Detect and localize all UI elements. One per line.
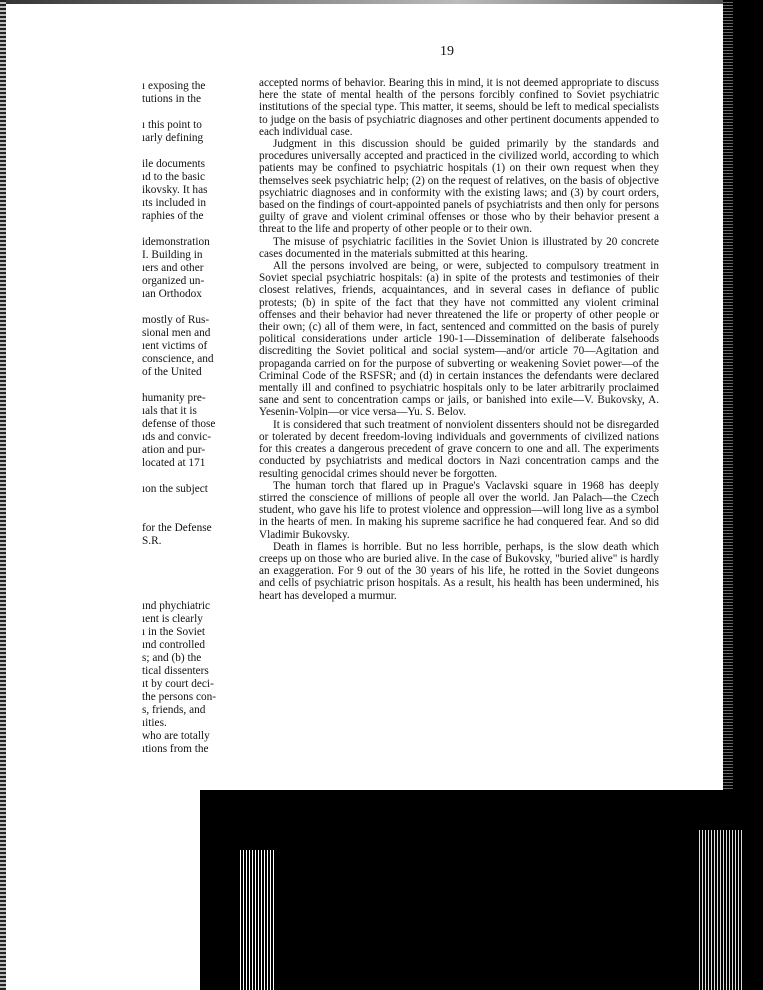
left-fragment-line: conscience, and (142, 353, 214, 365)
left-fragment-line (142, 561, 220, 574)
main-text-column (259, 77, 659, 602)
body-paragraph: Death in flames is horrible. But no less horrible, perhaps, is the slow death which creeps up on those who are buried alive. In the case of Bukovsky, "buried alive" is hardly an exaggeration. For 9 out of the 30 years of his life, he rotted in the Soviet dungeons and cells of psychiatric prison hospitals. As a result, his health has been undermined, his heart has developed a murmur. (259, 540, 659, 602)
left-fragment-line: ıent victims of (142, 340, 208, 352)
left-fragment-line: defense of those (142, 418, 216, 430)
left-fragment-line: ıals that it is (142, 405, 197, 417)
left-fragment-line: tical dissenters (142, 665, 209, 677)
left-fragment-line: who are totally (142, 730, 210, 742)
left-fragment-line: ile documents (142, 158, 206, 170)
left-fragment-line: ikovsky. It has (142, 184, 208, 196)
left-fragment-line: the persons con- (142, 691, 217, 703)
left-fragment-line: ıt by court deci- (142, 678, 214, 690)
scan-edge-top (0, 0, 763, 4)
left-fragment-line: ı this point to (142, 119, 202, 131)
left-fragment-line (142, 509, 220, 522)
body-paragraph: The human torch that flared up in Prague's Vaclavski square in 1968 has deeply stirred the conscience of millions of people all over the world. Jan Palach—the Czech student, who gave his life to protest violence and oppression—will long live as a symbol in the hearts of men. In making his supreme sacrifice he had conquered fear. And so did Vladimir Bukovsky. (259, 479, 659, 541)
body-paragraph: Judgment in this discussion should be guided primarily by the standards and procedures universally accepted and practiced in the civilized world, according to which patients may be confined to psychiatric hospitals (1) on their own request when they themselves seek psychiatric help; (2) on the request of relatives, on the basis of objective psychiatric diagnoses and in conformity with the existing laws; and (3) by court orders, based on the findings of court-appointed panels of psychiatrists and then only for persons guilty of grave and violent criminal offenses or those who by their behavior present a threat to the life and property of other people or to their own. (259, 138, 659, 236)
left-fragment-line: S.R. (142, 535, 162, 547)
left-fragment-line: ıan Orthodox (142, 288, 202, 300)
left-fragment-line (142, 145, 220, 158)
left-fragment-line (142, 301, 220, 314)
left-fragment-line (142, 496, 220, 509)
left-fragment-line: ınd phychiatric (142, 600, 211, 612)
left-fragment-line: ıds and convic- (142, 431, 212, 443)
left-fragment-line: ıd to the basic (142, 171, 206, 183)
left-fragment-line: ıts included in (142, 197, 207, 209)
left-fragment-line: ıities. (142, 717, 167, 729)
left-fragment-line: I. Building in (142, 249, 203, 261)
left-fragment-line: ıarly defining (142, 132, 204, 144)
left-fragment-line: s; and (b) the (142, 652, 202, 664)
left-fragment-line: sional men and (142, 327, 211, 339)
left-fragment-line: ıon the subject (142, 483, 208, 495)
left-fragment-line (142, 574, 220, 587)
body-paragraph: accepted norms of behavior. Bearing this in mind, it is not deemed appropriate to discuss here the state of mental health of the persons forcibly confined to Soviet psychiatric institutions of the special type. This matter, it seems, should be left to medical specialists to judge on the basis of psychiatric diagnoses and other pertinent documents appended to each individual case. (259, 77, 659, 138)
previous-page-fragment-column (142, 80, 220, 756)
left-fragment-line (142, 587, 220, 600)
left-fragment-line: ı exposing the (142, 80, 206, 92)
scan-edge-left (0, 0, 6, 990)
left-fragment-line: s, friends, and (142, 704, 206, 716)
left-fragment-line: for the Defense (142, 522, 212, 534)
left-fragment-line: humanity pre- (142, 392, 206, 404)
body-paragraph: The misuse of psychiatric facilities in the Soviet Union is illustrated by 20 concrete cases documented in the materials submitted at this hearing. (259, 235, 659, 260)
scan-stripes-right (699, 830, 743, 990)
left-fragment-line: raphies of the (142, 210, 204, 222)
left-fragment-line: mostly of Rus- (142, 314, 210, 326)
left-fragment-line: organized un- (142, 275, 205, 287)
left-fragment-line: ıers and other (142, 262, 204, 274)
left-fragment-line (142, 379, 220, 392)
left-fragment-line: tutions in the (142, 93, 201, 105)
left-fragment-line (142, 548, 220, 561)
scan-shadow-bottom (200, 790, 763, 990)
left-fragment-line: located at 171 (142, 457, 206, 469)
page-number: 19 (440, 44, 454, 59)
left-fragment-line: ıent is clearly (142, 613, 203, 625)
left-fragment-line: ınd controlled (142, 639, 206, 651)
left-fragment-line: ıtions from the (142, 743, 209, 755)
body-paragraph: All the persons involved are being, or were, subjected to compulsory treatment in Soviet special psychiatric hospitals: (a) in spite of the protests and testimonies of their closest relatives, friends, acquaintances, and in several cases in defiance of public protests; (b) in spite of the fact that they have not committed any violent criminal offenses and their behavior had never threatened the life or property of other people or their own; (c) all of them were, in fact, sentenced and committed on the basis of purely political considerations under article 190-1—Dissemination of deliberate falsehoods discrediting the Soviet political and social system—and/or article 70—Agitation and propaganda carried on for the purpose of subverting or weakening Soviet power—of the Criminal Code of the RSFSR; and (d) in certain instances the defendants were declared mentally ill and confined to psychiatric hospitals only to be later arbitrarily proclaimed sane and sent to concentration camps or jails, or banished into exile—V. Bukovsky, A. Yesenin-Volpin—or vice versa—Yu. S. Belov. (259, 260, 659, 419)
left-fragment-line (142, 106, 220, 119)
body-paragraph: It is considered that such treatment of nonviolent dissenters should not be disregarded or tolerated by decent freedom-loving individuals and governments of civilized nations for this creates a dangerous precedent of grave concern to one and all. The experiments conducted by psychiatrists and medical doctors in Nazi concentration camps and the resulting genocidal crimes should never be forgotten. (259, 418, 659, 480)
left-fragment-line: ation and pur- (142, 444, 206, 456)
left-fragment-line (142, 470, 220, 483)
left-fragment-line: idemonstration (142, 236, 210, 248)
scan-stripes-left (240, 850, 276, 990)
left-fragment-line (142, 223, 220, 236)
left-fragment-line: of the United (142, 366, 202, 378)
left-fragment-line: ı in the Soviet (142, 626, 206, 638)
